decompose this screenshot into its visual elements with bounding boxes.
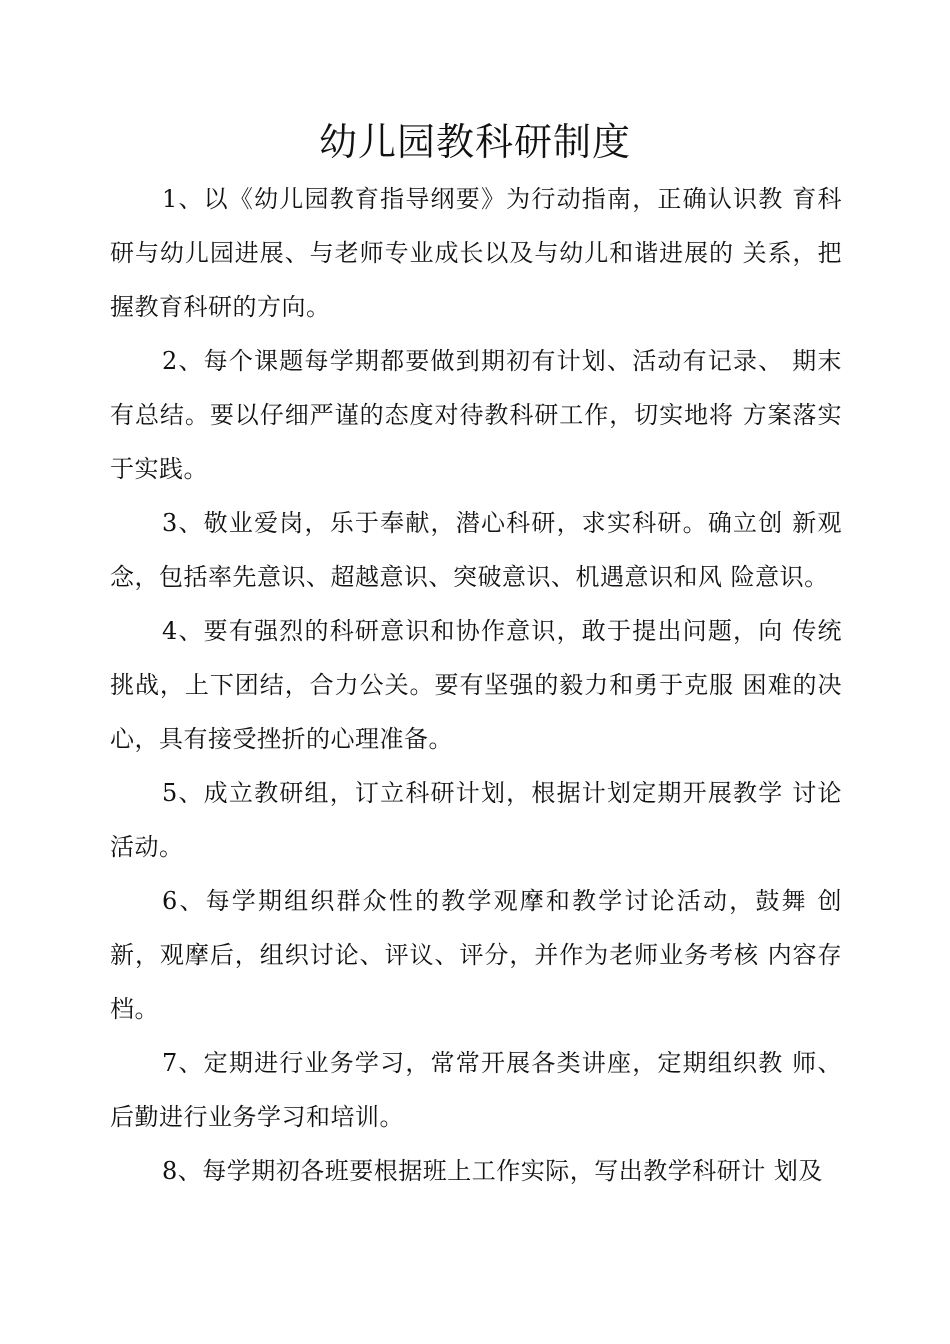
document-title: 幼儿园教科研制度 [318, 120, 631, 164]
paragraph-3: 3、敬业爱岗，乐于奉献，潜心科研，求实科研。确立创 新观念，包括率先意识、超越意识、突破意识、机遇意识和风 险意识。 [110, 509, 842, 591]
document-body [110, 172, 842, 1204]
paragraph-1: 1、以《幼儿园教育指导纲要》为行动指南，正确认识教 育科研与幼儿园进展、与老师专业成长以及与幼儿和谐进展的 关系，把握教育科研的方向。 [110, 185, 842, 321]
paragraph-4: 4、要有强烈的科研意识和协作意识，敢于提出问题，向 传统挑战，上下团结，合力公关。要有坚强的毅力和勇于克服 困难的决心，具有接受挫折的心理准备。 [110, 617, 842, 753]
paragraph-7: 7、定期进行业务学习，常常开展各类讲座，定期组织教 师、后勤进行业务学习和培训。 [110, 1049, 842, 1131]
paragraph-2: 2、每个课题每学期都要做到期初有计划、活动有记录、 期末有总结。要以仔细严谨的态度对待教科研工作，切实地将 方案落实于实践。 [110, 347, 842, 483]
paragraph-8: 8、每学期初各班要根据班上工作实际，写出教学科研计 划及 [162, 1157, 823, 1185]
paragraph-5: 5、成立教研组，订立科研计划，根据计划定期开展教学 讨论活动。 [110, 779, 842, 861]
paragraph-6: 6、每学期组织群众性的教学观摩和教学讨论活动，鼓舞 创新，观摩后，组织讨论、评议、评分，并作为老师业务考核 内容存档。 [110, 887, 842, 1023]
